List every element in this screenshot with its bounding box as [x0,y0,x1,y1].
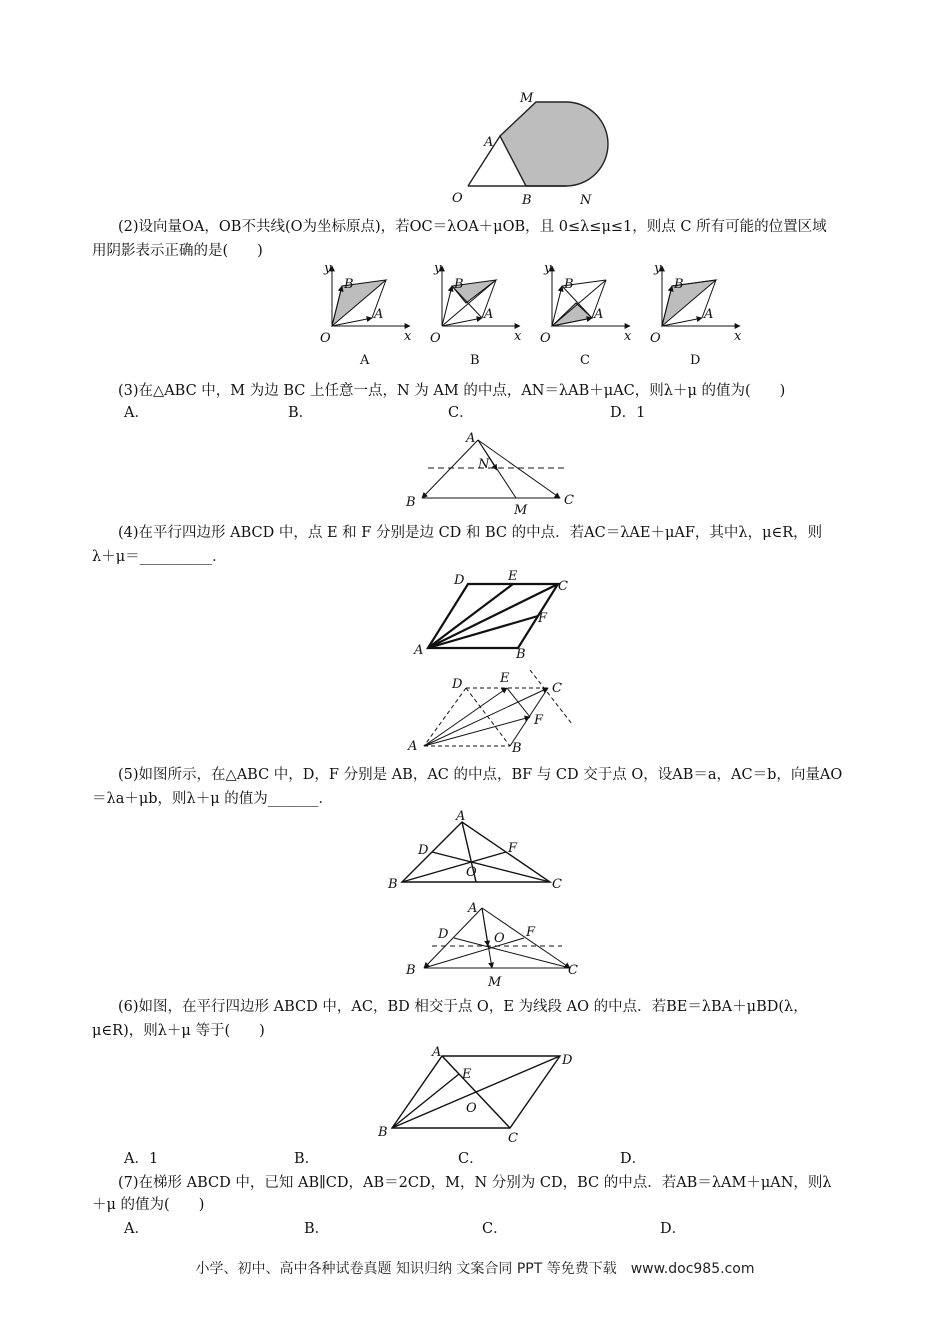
svg-text:A: A [484,307,494,322]
q4-sol-label-c: C [552,681,562,696]
q4-sol-label-b: B [512,741,522,756]
q4-label-d: D [454,573,465,588]
q5-sol-label-m: M [488,975,502,990]
svg-text:x: x [514,329,522,344]
q6-line1: (6)如图，在平行四边形 ABCD 中，AC，BD 相交于点 O，E 为线段 AO 的中点．若BE＝λBA＋μBD(λ， [118,999,808,1015]
svg-text:x: x [734,329,742,344]
q2-option-c-label: C [580,353,590,368]
q3-choice-d: D．1 [610,405,646,421]
q7-line2: ＋μ 的值为( ) [92,1197,205,1213]
q2-option-c-figure [540,261,632,368]
q2-line2: 用阴影表示正确的是( ) [92,243,263,259]
q3-label-a: A [466,431,476,446]
q2-option-b-figure [430,261,522,368]
q4-label-e: E [508,569,518,584]
q3-label-n: N [478,457,490,472]
q4-label-a: A [414,643,424,658]
q7-choice-c: C． [482,1221,508,1237]
q4-sol-label-d: D [452,677,463,692]
svg-text:A: A [594,307,604,322]
q4-label-b: B [516,647,526,660]
q6-label-o: O [466,1101,477,1116]
q2-option-d-label: D [690,353,701,368]
q6-figure [376,1042,582,1146]
q6-label-a: A [432,1045,442,1060]
q4-sol-label-e: E [500,671,510,686]
q5-figure [384,808,574,896]
svg-text:B: B [454,277,464,292]
q5-label-b: B [388,877,398,892]
fig1-label-n: N [580,193,592,208]
q4-figure-solution [400,662,590,758]
q3-choice-b: B． [288,405,314,421]
q5-sol-label-b: B [406,963,416,978]
q2-option-b-label: B [470,353,480,368]
q5-label-o: O [466,865,477,880]
q6-label-e: E [462,1067,472,1082]
q3-choice-a: A． [124,405,149,421]
q3-label-c: C [564,493,574,508]
q3-label-m: M [514,503,528,518]
q7-choice-d: D． [660,1221,687,1237]
fig1-label-b: B [522,193,532,208]
q2-line1: (2)设向量OA，OB不共线(O为坐标原点)，若OC＝λOA＋μOB，且 0≤λ≤μ≤1，则点 C 所有可能的位置区域 [118,219,827,235]
q5-label-f: F [508,841,518,856]
fig1-label-m: M [520,91,534,106]
q5-sol-label-o: O [494,931,505,946]
q2-option-a-figure [320,261,412,368]
q6-label-d: D [562,1053,573,1068]
q5-sol-label-f: F [526,925,536,940]
q4-label-c: C [558,579,568,594]
q4-line2: λ＋μ＝__________． [92,549,227,565]
q2-option-d-figure [650,261,742,368]
q5-line2: ＝λa＋μb，则λ＋μ 的值为_______． [92,791,334,807]
svg-text:B: B [674,277,684,292]
q5-label-c: C [552,877,562,892]
fig1-label-a: A [484,135,494,150]
svg-text:O: O [320,331,331,346]
svg-text:y: y [654,261,662,276]
q6-choice-b: B． [294,1151,320,1167]
q4-sol-label-a: A [408,739,418,754]
figure-shaded-region [440,88,620,212]
q6-line2: μ∈R)，则λ＋μ 等于( ) [92,1023,265,1039]
svg-text:O: O [430,331,441,346]
q5-label-a: A [456,809,466,824]
q4-label-f: F [538,611,548,626]
q2-option-figures [310,258,750,370]
svg-text:x: x [404,329,412,344]
svg-text:x: x [624,329,632,344]
q7-choice-b: B． [304,1221,330,1237]
svg-text:y: y [544,261,552,276]
q4-line1: (4)在平行四边形 ABCD 中，点 E 和 F 分别是边 CD 和 BC 的中点．若AC＝λAE＋μAF，其中λ，μ∈R，则 [118,525,823,541]
q6-label-b: B [378,1125,388,1140]
q7-choice-a: A． [124,1221,149,1237]
q5-figure-solution [396,896,586,990]
svg-text:B: B [344,277,354,292]
q4-figure [410,568,580,660]
q5-sol-label-d: D [438,927,449,942]
q5-label-d: D [418,843,429,858]
q5-sol-label-c: C [568,963,578,978]
q4-sol-label-f: F [534,713,544,728]
q6-choice-c: C． [458,1151,484,1167]
svg-text:A: A [374,307,384,322]
q7-line1: (7)在梯形 ABCD 中，已知 AB∥CD，AB＝2CD，M，N 分别为 CD，BC 的中点．若AB＝λAM＋μAN，则λ [118,1175,832,1191]
q2-option-a-label: A [360,353,370,368]
svg-text:B: B [564,277,574,292]
fig1-label-o: O [452,191,463,206]
q3-line1: (3)在△ABC 中，M 为边 BC 上任意一点，N 为 AM 的中点，AN＝λAB＋μAC，则λ＋μ 的值为( ) [118,383,786,399]
svg-text:y: y [324,261,332,276]
q6-choice-a: A．1 [124,1151,159,1167]
q3-label-b: B [406,495,416,510]
svg-text:O: O [650,331,661,346]
svg-text:A: A [704,307,714,322]
q3-choice-c: C． [448,405,474,421]
q6-choice-d: D． [620,1151,647,1167]
q6-label-c: C [508,1131,518,1146]
page-footer: 小学、初中、高中各种试卷真题 知识归纳 文案合同 PPT 等免费下载 www.doc985.com [195,1261,755,1277]
svg-text:y: y [434,261,442,276]
q3-figure [400,430,590,518]
q5-sol-label-a: A [468,901,478,916]
svg-text:O: O [540,331,551,346]
q5-line1: (5)如图所示，在△ABC 中，D，F 分别是 AB，AC 的中点，BF 与 CD 交于点 O，设AB＝a，AC＝b，向量AO [118,767,843,783]
